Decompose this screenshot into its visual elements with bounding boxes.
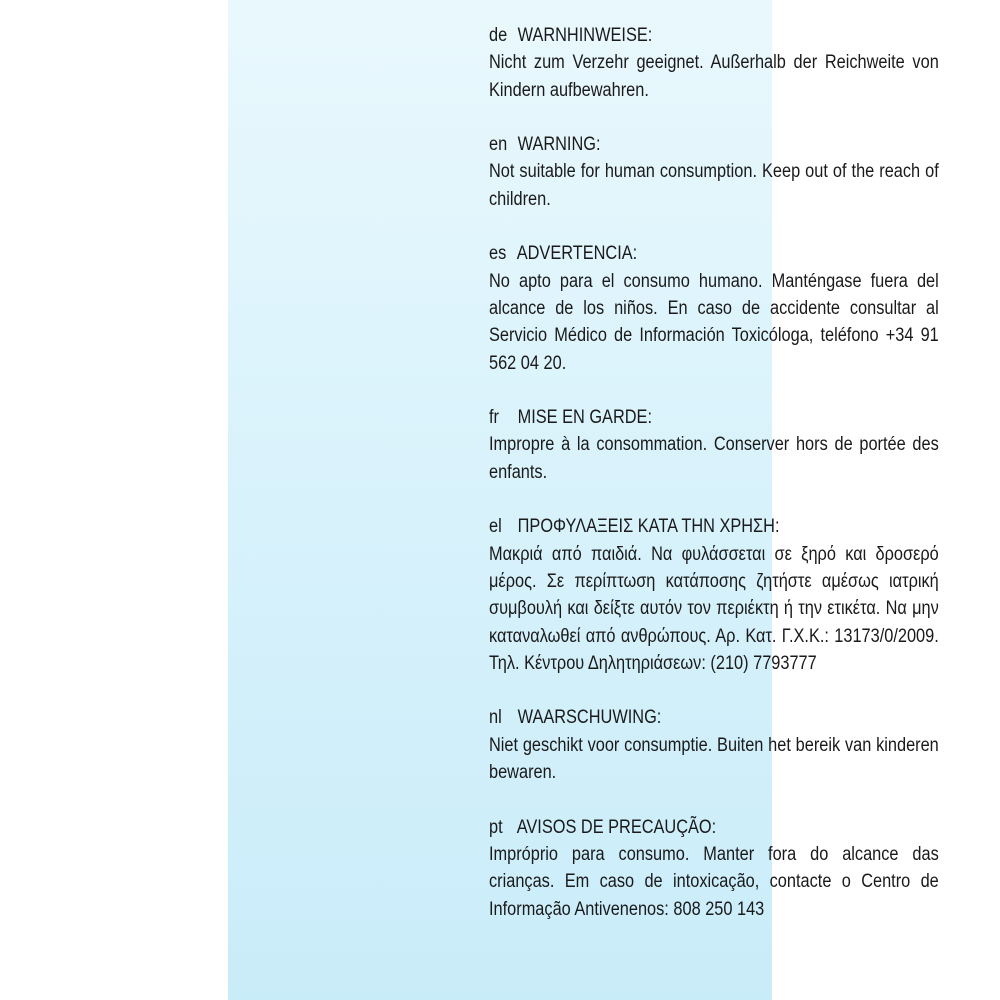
label-panel xyxy=(228,0,939,1000)
warning-section-en xyxy=(489,131,939,213)
warning-section-fr xyxy=(489,404,939,486)
warning-text-block xyxy=(489,22,939,950)
warning-section-es xyxy=(489,240,939,376)
section-text: Impróprio para consumo. Manter fora do alcance das crianças. Em caso de intoxicação, contacte o Centro de Informação Antivenenos: 808 250 143 xyxy=(489,843,939,920)
warning-section-nl xyxy=(489,704,939,786)
section-text: Impropre à la consommation. Conserver hors de portée des enfants. xyxy=(489,434,939,483)
section-text: Not suitable for human consumption. Keep out of the reach of children. xyxy=(489,161,939,210)
warning-section-de xyxy=(489,22,939,104)
section-heading xyxy=(489,513,939,540)
language-code: nl xyxy=(489,707,502,729)
language-code: el xyxy=(489,516,502,538)
section-title: MISE EN GARDE: xyxy=(517,407,652,429)
section-heading xyxy=(489,131,939,158)
warning-section-pt xyxy=(489,814,939,923)
section-text: Μακριά από παιδιά. Να φυλάσσεται σε ξηρό και δροσερό μέρος. Σε περίπτωση κατάποσης ζητήστε αμέσως ιατρική συμβουλή και δείξτε αυτόν τον περιέκτη ή την ετικέτα. Να μην καταναλωθεί από ανθρώπους. Αρ. Κατ. Γ.Χ.Κ.: 13173/0/2009. Τηλ. Κέντρου Δηλητηριάσεων: (210) 7793777 xyxy=(489,543,939,674)
language-code: pt xyxy=(489,816,503,838)
language-code: de xyxy=(489,25,508,46)
language-code: es xyxy=(489,243,507,265)
section-heading xyxy=(489,704,939,731)
section-title: WARNHINWEISE: xyxy=(517,25,653,46)
section-text: No apto para el consumo humano. Manténgase fuera del alcance de los niños. En caso de accidente consultar al Servicio Médico de Información Toxicóloga, teléfono +34 91 562 04 20. xyxy=(489,270,939,374)
section-title: ΠΡΟΦΥΛΑΞΕΙΣ ΚΑΤΑ ΤΗΝ ΧΡΗΣΗ: xyxy=(517,516,780,538)
section-heading xyxy=(489,22,939,49)
section-title: AVISOS DE PRECAUÇÃO: xyxy=(516,816,717,838)
section-heading xyxy=(489,814,939,841)
warning-section-el xyxy=(489,513,939,677)
section-heading xyxy=(489,404,939,431)
section-title: ADVERTENCIA: xyxy=(516,243,638,265)
section-text: Nicht zum Verzehr geeignet. Außerhalb der Reichweite von Kindern aufbewahren. xyxy=(489,52,939,101)
section-heading xyxy=(489,240,939,267)
section-title: WARNING: xyxy=(517,134,601,156)
section-text: Niet geschikt voor consumptie. Buiten het bereik van kinderen bewaren. xyxy=(489,734,939,784)
language-code: en xyxy=(489,134,508,156)
language-code: fr xyxy=(489,407,499,429)
section-title: WAARSCHUWING: xyxy=(517,707,662,729)
